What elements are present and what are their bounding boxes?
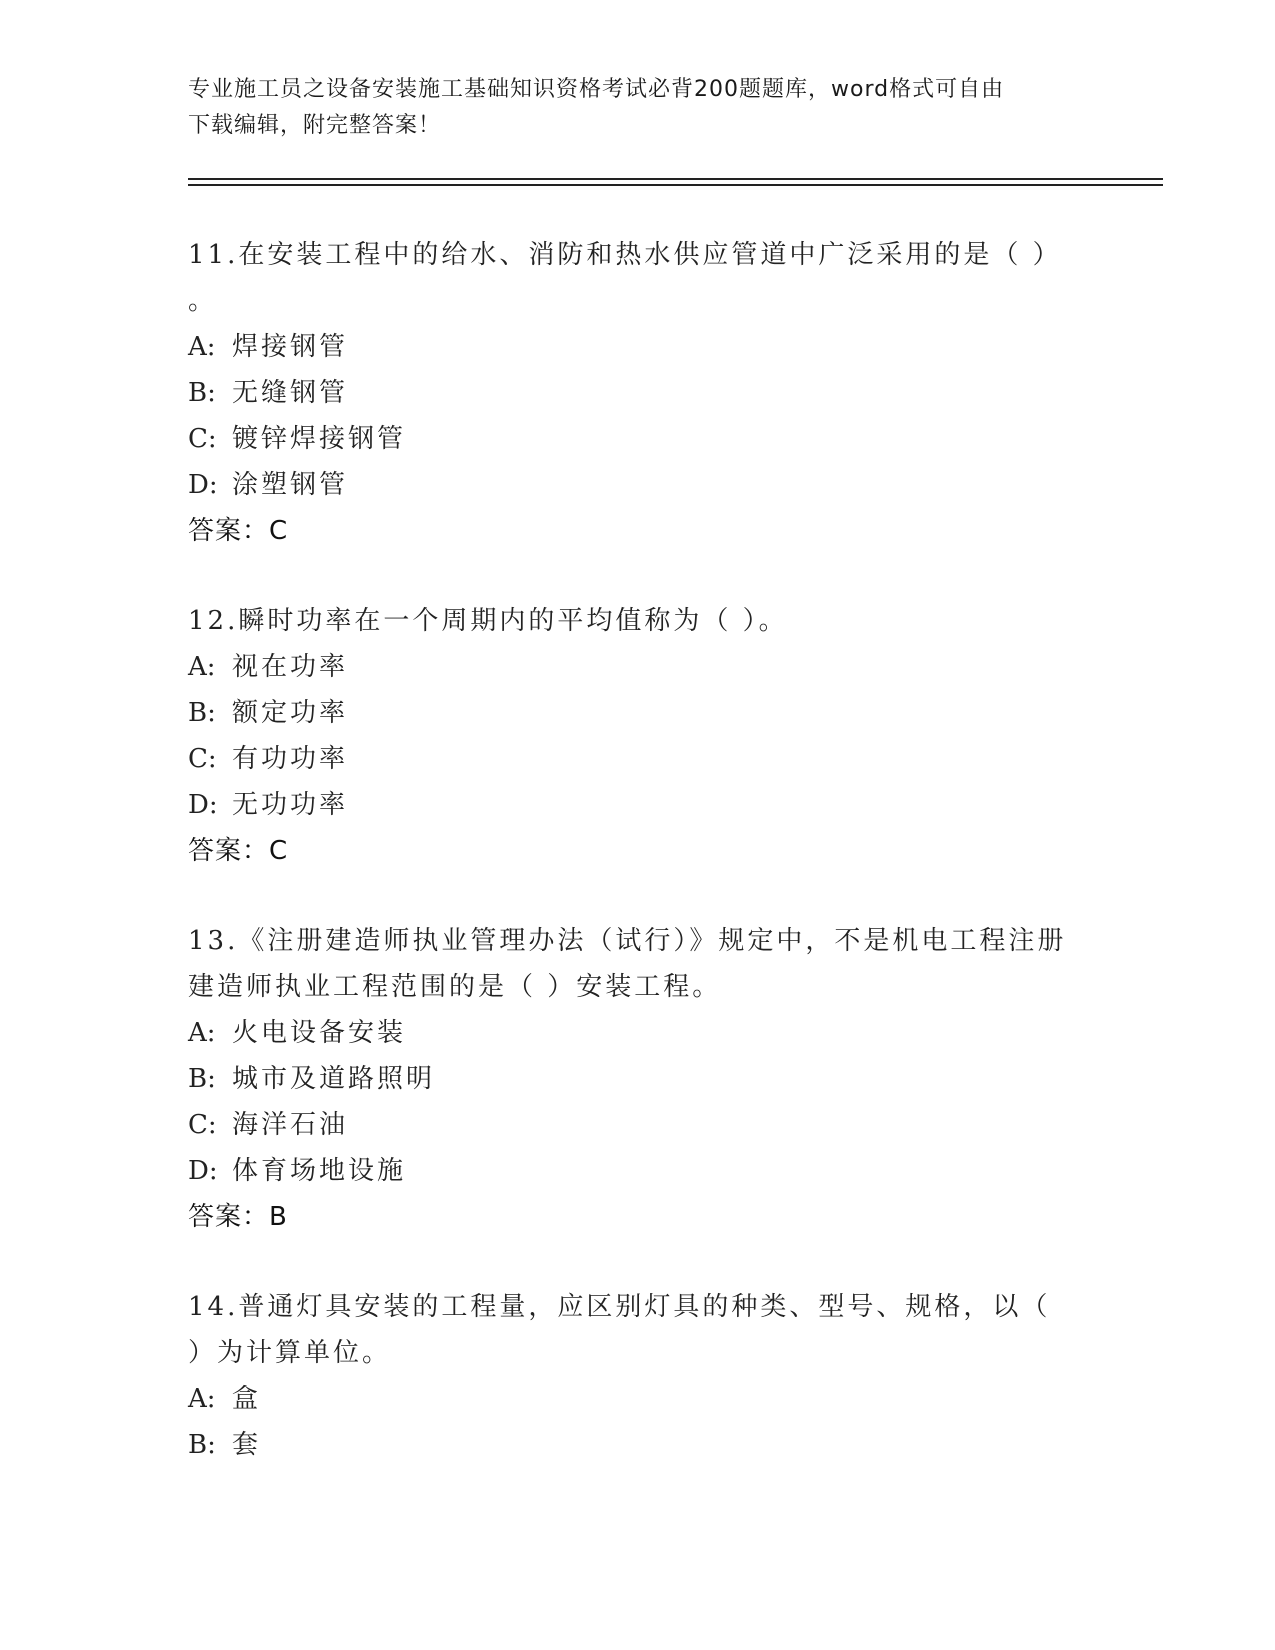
option-text: 视在功率 (232, 652, 349, 682)
option-key: A: (188, 332, 216, 362)
option-key: C: (188, 424, 217, 454)
option-key: A: (188, 652, 216, 682)
option-a (188, 1376, 1088, 1422)
option-c (188, 1102, 1088, 1148)
option-b (188, 690, 1088, 736)
question-text-line-2: 建造师执业工程范围的是（ ）安装工程。 (188, 972, 722, 1002)
question-14 (188, 1284, 1088, 1468)
option-a (188, 1010, 1088, 1056)
option-text: 海洋石油 (232, 1110, 349, 1140)
question-text-line-2: 。 (188, 286, 218, 316)
answer: 答案：C (188, 516, 289, 546)
option-key: D: (188, 1156, 218, 1186)
option-text: 焊接钢管 (232, 332, 349, 362)
header-line-2: 下载编辑，附完整答案！ (188, 113, 442, 138)
document-header (188, 72, 1088, 144)
question-12 (188, 598, 1088, 874)
option-text: 有功功率 (232, 744, 349, 774)
option-c (188, 736, 1088, 782)
option-d (188, 1148, 1088, 1194)
question-list (188, 232, 1088, 1512)
option-a (188, 644, 1088, 690)
question-11 (188, 232, 1088, 554)
option-b (188, 1056, 1088, 1102)
option-b (188, 370, 1088, 416)
answer: 答案：C (188, 836, 289, 866)
option-c (188, 416, 1088, 462)
option-text: 额定功率 (232, 698, 349, 728)
header-divider-bottom (188, 184, 1163, 186)
option-text: 火电设备安装 (232, 1018, 407, 1048)
option-key: A: (188, 1384, 216, 1414)
option-key: B: (188, 1064, 216, 1094)
option-key: D: (188, 470, 218, 500)
header-divider-top (188, 178, 1163, 180)
option-b (188, 1422, 1088, 1468)
option-key: B: (188, 698, 216, 728)
option-key: D: (188, 790, 218, 820)
question-text-line-1: 11.在安装工程中的给水、消防和热水供应管道中广泛采用的是（ ） (188, 240, 1062, 270)
option-key: C: (188, 1110, 217, 1140)
option-a (188, 324, 1088, 370)
option-text: 体育场地设施 (232, 1156, 407, 1186)
question-text-line-1: 14.普通灯具安装的工程量，应区别灯具的种类、型号、规格，以（ (188, 1292, 1051, 1322)
option-text: 镀锌焊接钢管 (232, 424, 407, 454)
option-text: 无缝钢管 (232, 378, 349, 408)
option-d (188, 782, 1088, 828)
question-text-line-2: ）为计算单位。 (188, 1338, 392, 1368)
question-text-line-1: 12.瞬时功率在一个周期内的平均值称为（ ）。 (188, 606, 788, 636)
option-key: B: (188, 378, 216, 408)
option-text: 涂塑钢管 (232, 470, 349, 500)
option-key: B: (188, 1430, 216, 1460)
option-text: 套 (232, 1430, 262, 1460)
option-text: 城市及道路照明 (232, 1064, 436, 1094)
option-d (188, 462, 1088, 508)
option-text: 盒 (232, 1384, 262, 1414)
option-text: 无功功率 (232, 790, 349, 820)
option-key: C: (188, 744, 217, 774)
question-13 (188, 918, 1088, 1240)
answer: 答案：B (188, 1202, 288, 1232)
header-line-1: 专业施工员之设备安装施工基础知识资格考试必背200题题库，word格式可自由 (188, 77, 1005, 102)
question-text-line-1: 13.《注册建造师执业管理办法（试行）》规定中，不是机电工程注册 (188, 926, 1067, 956)
option-key: A: (188, 1018, 216, 1048)
